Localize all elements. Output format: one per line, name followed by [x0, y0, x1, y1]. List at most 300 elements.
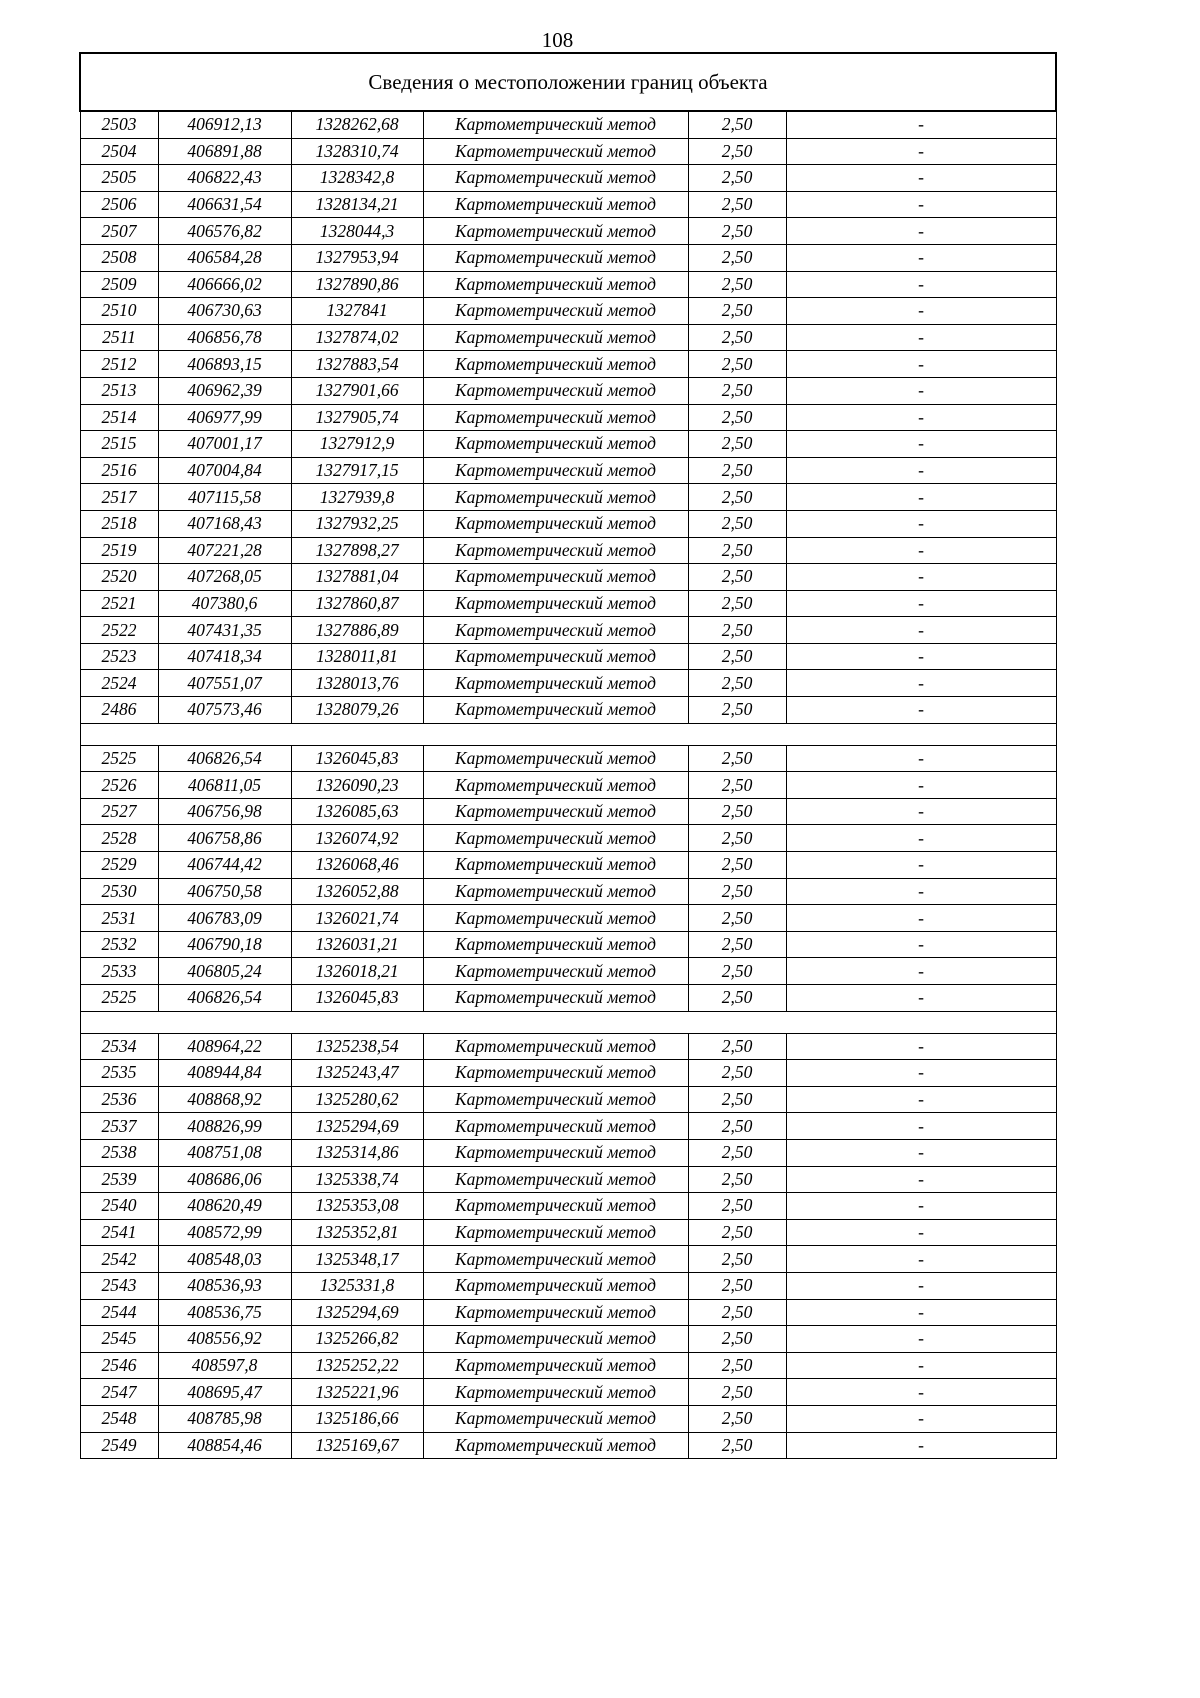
y-coordinate-cell: 1325353,08 — [291, 1193, 423, 1220]
description-cell: - — [786, 271, 1056, 298]
y-coordinate-cell: 1325331,8 — [291, 1272, 423, 1299]
table-row — [80, 271, 1056, 298]
table-row — [80, 878, 1056, 905]
x-coordinate-cell: 407221,28 — [158, 537, 291, 564]
description-cell: - — [786, 1113, 1056, 1140]
x-coordinate-cell: 406750,58 — [158, 878, 291, 905]
accuracy-cell: 2,50 — [688, 138, 786, 165]
description-cell: - — [786, 1219, 1056, 1246]
accuracy-cell: 2,50 — [688, 852, 786, 879]
point-number-cell: 2510 — [80, 298, 158, 325]
table-row — [80, 798, 1056, 825]
y-coordinate-cell: 1328310,74 — [291, 138, 423, 165]
table-row — [80, 825, 1056, 852]
point-number-cell: 2538 — [80, 1139, 158, 1166]
description-cell: - — [786, 537, 1056, 564]
method-cell: Картометрический метод — [423, 510, 688, 537]
accuracy-cell: 2,50 — [688, 1299, 786, 1326]
group-separator-cell — [80, 723, 1056, 745]
table-row — [80, 244, 1056, 271]
point-number-cell: 2523 — [80, 643, 158, 670]
accuracy-cell: 2,50 — [688, 798, 786, 825]
accuracy-cell: 2,50 — [688, 1113, 786, 1140]
table-row — [80, 1193, 1056, 1220]
accuracy-cell: 2,50 — [688, 772, 786, 799]
method-cell: Картометрический метод — [423, 590, 688, 617]
description-cell: - — [786, 798, 1056, 825]
y-coordinate-cell: 1326074,92 — [291, 825, 423, 852]
accuracy-cell: 2,50 — [688, 1432, 786, 1459]
method-cell: Картометрический метод — [423, 1352, 688, 1379]
y-coordinate-cell: 1327886,89 — [291, 617, 423, 644]
x-coordinate-cell: 407268,05 — [158, 564, 291, 591]
table-row — [80, 1326, 1056, 1353]
point-number-cell: 2539 — [80, 1166, 158, 1193]
x-coordinate-cell: 406891,88 — [158, 138, 291, 165]
y-coordinate-cell: 1326068,46 — [291, 852, 423, 879]
table-row — [80, 617, 1056, 644]
accuracy-cell: 2,50 — [688, 1166, 786, 1193]
group-separator-row — [80, 723, 1056, 745]
y-coordinate-cell: 1326090,23 — [291, 772, 423, 799]
accuracy-cell: 2,50 — [688, 745, 786, 772]
x-coordinate-cell: 407418,34 — [158, 643, 291, 670]
method-cell: Картометрический метод — [423, 1326, 688, 1353]
method-cell: Картометрический метод — [423, 1033, 688, 1060]
method-cell: Картометрический метод — [423, 643, 688, 670]
description-cell: - — [786, 404, 1056, 431]
point-number-cell: 2525 — [80, 745, 158, 772]
method-cell: Картометрический метод — [423, 351, 688, 378]
description-cell: - — [786, 564, 1056, 591]
method-cell: Картометрический метод — [423, 244, 688, 271]
accuracy-cell: 2,50 — [688, 905, 786, 932]
method-cell: Картометрический метод — [423, 324, 688, 351]
x-coordinate-cell: 406730,63 — [158, 298, 291, 325]
table-row — [80, 852, 1056, 879]
point-number-cell: 2504 — [80, 138, 158, 165]
y-coordinate-cell: 1327953,94 — [291, 244, 423, 271]
description-cell: - — [786, 431, 1056, 458]
point-number-cell: 2545 — [80, 1326, 158, 1353]
method-cell: Картометрический метод — [423, 1086, 688, 1113]
table-row — [80, 564, 1056, 591]
point-number-cell: 2540 — [80, 1193, 158, 1220]
description-cell: - — [786, 670, 1056, 697]
point-number-cell: 2506 — [80, 191, 158, 218]
table-row — [80, 1432, 1056, 1459]
description-cell: - — [786, 643, 1056, 670]
point-number-cell: 2516 — [80, 457, 158, 484]
x-coordinate-cell: 406744,42 — [158, 852, 291, 879]
table-row — [80, 165, 1056, 192]
x-coordinate-cell: 408785,98 — [158, 1405, 291, 1432]
table-row — [80, 1166, 1056, 1193]
y-coordinate-cell: 1327932,25 — [291, 510, 423, 537]
method-cell: Картометрический метод — [423, 772, 688, 799]
accuracy-cell: 2,50 — [688, 324, 786, 351]
accuracy-cell: 2,50 — [688, 1246, 786, 1273]
accuracy-cell: 2,50 — [688, 244, 786, 271]
accuracy-cell: 2,50 — [688, 1060, 786, 1087]
description-cell: - — [786, 377, 1056, 404]
x-coordinate-cell: 406826,54 — [158, 745, 291, 772]
description-cell: - — [786, 878, 1056, 905]
y-coordinate-cell: 1325294,69 — [291, 1113, 423, 1140]
table-row — [80, 985, 1056, 1012]
table-row — [80, 643, 1056, 670]
method-cell: Картометрический метод — [423, 377, 688, 404]
method-cell: Картометрический метод — [423, 617, 688, 644]
method-cell: Картометрический метод — [423, 564, 688, 591]
accuracy-cell: 2,50 — [688, 878, 786, 905]
description-cell: - — [786, 484, 1056, 511]
y-coordinate-cell: 1326031,21 — [291, 931, 423, 958]
accuracy-cell: 2,50 — [688, 271, 786, 298]
method-cell: Картометрический метод — [423, 271, 688, 298]
table-row — [80, 484, 1056, 511]
description-cell: - — [786, 590, 1056, 617]
accuracy-cell: 2,50 — [688, 537, 786, 564]
accuracy-cell: 2,50 — [688, 931, 786, 958]
x-coordinate-cell: 406893,15 — [158, 351, 291, 378]
method-cell: Картометрический метод — [423, 1113, 688, 1140]
point-number-cell: 2525 — [80, 985, 158, 1012]
y-coordinate-cell: 1327890,86 — [291, 271, 423, 298]
table-row — [80, 1379, 1056, 1406]
method-cell: Картометрический метод — [423, 985, 688, 1012]
method-cell: Картометрический метод — [423, 484, 688, 511]
y-coordinate-cell: 1328342,8 — [291, 165, 423, 192]
x-coordinate-cell: 408597,8 — [158, 1352, 291, 1379]
accuracy-cell: 2,50 — [688, 617, 786, 644]
method-cell: Картометрический метод — [423, 745, 688, 772]
x-coordinate-cell: 408556,92 — [158, 1326, 291, 1353]
table-row — [80, 1299, 1056, 1326]
table-body — [80, 111, 1056, 1459]
description-cell: - — [786, 1326, 1056, 1353]
point-number-cell: 2533 — [80, 958, 158, 985]
group-separator-row — [80, 1011, 1056, 1033]
table-row — [80, 111, 1056, 138]
method-cell: Картометрический метод — [423, 670, 688, 697]
accuracy-cell: 2,50 — [688, 643, 786, 670]
x-coordinate-cell: 408572,99 — [158, 1219, 291, 1246]
point-number-cell: 2541 — [80, 1219, 158, 1246]
point-number-cell: 2528 — [80, 825, 158, 852]
y-coordinate-cell: 1326045,83 — [291, 985, 423, 1012]
description-cell: - — [786, 931, 1056, 958]
accuracy-cell: 2,50 — [688, 1219, 786, 1246]
table-row — [80, 905, 1056, 932]
point-number-cell: 2517 — [80, 484, 158, 511]
x-coordinate-cell: 408868,92 — [158, 1086, 291, 1113]
y-coordinate-cell: 1326052,88 — [291, 878, 423, 905]
description-cell: - — [786, 1166, 1056, 1193]
y-coordinate-cell: 1325186,66 — [291, 1405, 423, 1432]
method-cell: Картометрический метод — [423, 958, 688, 985]
point-number-cell: 2535 — [80, 1060, 158, 1087]
y-coordinate-cell: 1325338,74 — [291, 1166, 423, 1193]
x-coordinate-cell: 406822,43 — [158, 165, 291, 192]
accuracy-cell: 2,50 — [688, 564, 786, 591]
accuracy-cell: 2,50 — [688, 1405, 786, 1432]
accuracy-cell: 2,50 — [688, 431, 786, 458]
point-number-cell: 2547 — [80, 1379, 158, 1406]
table-row — [80, 1272, 1056, 1299]
method-cell: Картометрический метод — [423, 457, 688, 484]
x-coordinate-cell: 408826,99 — [158, 1113, 291, 1140]
x-coordinate-cell: 408548,03 — [158, 1246, 291, 1273]
x-coordinate-cell: 408964,22 — [158, 1033, 291, 1060]
x-coordinate-cell: 406756,98 — [158, 798, 291, 825]
table-row — [80, 218, 1056, 245]
x-coordinate-cell: 407551,07 — [158, 670, 291, 697]
x-coordinate-cell: 407431,35 — [158, 617, 291, 644]
table-row — [80, 298, 1056, 325]
y-coordinate-cell: 1326085,63 — [291, 798, 423, 825]
y-coordinate-cell: 1328134,21 — [291, 191, 423, 218]
point-number-cell: 2509 — [80, 271, 158, 298]
description-cell: - — [786, 1379, 1056, 1406]
y-coordinate-cell: 1325280,62 — [291, 1086, 423, 1113]
method-cell: Картометрический метод — [423, 1432, 688, 1459]
x-coordinate-cell: 407001,17 — [158, 431, 291, 458]
table-row — [80, 1033, 1056, 1060]
description-cell: - — [786, 1299, 1056, 1326]
description-cell: - — [786, 617, 1056, 644]
x-coordinate-cell: 406826,54 — [158, 985, 291, 1012]
method-cell: Картометрический метод — [423, 298, 688, 325]
description-cell: - — [786, 218, 1056, 245]
accuracy-cell: 2,50 — [688, 1352, 786, 1379]
x-coordinate-cell: 406912,13 — [158, 111, 291, 138]
description-cell: - — [786, 510, 1056, 537]
y-coordinate-cell: 1327917,15 — [291, 457, 423, 484]
description-cell: - — [786, 1086, 1056, 1113]
point-number-cell: 2548 — [80, 1405, 158, 1432]
page-number: 108 — [541, 28, 574, 52]
accuracy-cell: 2,50 — [688, 590, 786, 617]
y-coordinate-cell: 1326018,21 — [291, 958, 423, 985]
description-cell: - — [786, 1246, 1056, 1273]
table-row — [80, 745, 1056, 772]
point-number-cell: 2503 — [80, 111, 158, 138]
x-coordinate-cell: 408536,93 — [158, 1272, 291, 1299]
method-cell: Картометрический метод — [423, 1272, 688, 1299]
description-cell: - — [786, 1139, 1056, 1166]
point-number-cell: 2507 — [80, 218, 158, 245]
y-coordinate-cell: 1327939,8 — [291, 484, 423, 511]
point-number-cell: 2527 — [80, 798, 158, 825]
table-row — [80, 1246, 1056, 1273]
boundary-coordinates-table — [79, 52, 1057, 1459]
table-row — [80, 191, 1056, 218]
table-row — [80, 1113, 1056, 1140]
x-coordinate-cell: 406977,99 — [158, 404, 291, 431]
method-cell: Картометрический метод — [423, 1166, 688, 1193]
accuracy-cell: 2,50 — [688, 218, 786, 245]
table-row — [80, 670, 1056, 697]
method-cell: Картометрический метод — [423, 1379, 688, 1406]
accuracy-cell: 2,50 — [688, 1272, 786, 1299]
x-coordinate-cell: 406962,39 — [158, 377, 291, 404]
description-cell: - — [786, 111, 1056, 138]
table-row — [80, 697, 1056, 724]
description-cell: - — [786, 745, 1056, 772]
x-coordinate-cell: 406783,09 — [158, 905, 291, 932]
y-coordinate-cell: 1328011,81 — [291, 643, 423, 670]
y-coordinate-cell: 1327860,87 — [291, 590, 423, 617]
accuracy-cell: 2,50 — [688, 191, 786, 218]
point-number-cell: 2519 — [80, 537, 158, 564]
x-coordinate-cell: 408686,06 — [158, 1166, 291, 1193]
accuracy-cell: 2,50 — [688, 1193, 786, 1220]
point-number-cell: 2537 — [80, 1113, 158, 1140]
x-coordinate-cell: 407380,6 — [158, 590, 291, 617]
point-number-cell: 2543 — [80, 1272, 158, 1299]
table-row — [80, 1060, 1056, 1087]
description-cell: - — [786, 165, 1056, 192]
point-number-cell: 2532 — [80, 931, 158, 958]
point-number-cell: 2531 — [80, 905, 158, 932]
x-coordinate-cell: 407004,84 — [158, 457, 291, 484]
description-cell: - — [786, 191, 1056, 218]
table-row — [80, 138, 1056, 165]
accuracy-cell: 2,50 — [688, 1139, 786, 1166]
accuracy-cell: 2,50 — [688, 351, 786, 378]
table-row — [80, 431, 1056, 458]
point-number-cell: 2520 — [80, 564, 158, 591]
accuracy-cell: 2,50 — [688, 825, 786, 852]
description-cell: - — [786, 697, 1056, 724]
method-cell: Картометрический метод — [423, 165, 688, 192]
y-coordinate-cell: 1327841 — [291, 298, 423, 325]
method-cell: Картометрический метод — [423, 878, 688, 905]
y-coordinate-cell: 1328044,3 — [291, 218, 423, 245]
table-row — [80, 772, 1056, 799]
x-coordinate-cell: 408944,84 — [158, 1060, 291, 1087]
accuracy-cell: 2,50 — [688, 697, 786, 724]
accuracy-cell: 2,50 — [688, 670, 786, 697]
y-coordinate-cell: 1325243,47 — [291, 1060, 423, 1087]
y-coordinate-cell: 1327898,27 — [291, 537, 423, 564]
point-number-cell: 2522 — [80, 617, 158, 644]
description-cell: - — [786, 298, 1056, 325]
point-number-cell: 2486 — [80, 697, 158, 724]
point-number-cell: 2515 — [80, 431, 158, 458]
group-separator-cell — [80, 1011, 1056, 1033]
method-cell: Картометрический метод — [423, 1405, 688, 1432]
accuracy-cell: 2,50 — [688, 457, 786, 484]
method-cell: Картометрический метод — [423, 1299, 688, 1326]
table-title: Сведения о местоположении границ объекта — [80, 53, 1056, 111]
x-coordinate-cell: 407168,43 — [158, 510, 291, 537]
point-number-cell: 2546 — [80, 1352, 158, 1379]
y-coordinate-cell: 1328079,26 — [291, 697, 423, 724]
x-coordinate-cell: 406584,28 — [158, 244, 291, 271]
description-cell: - — [786, 1405, 1056, 1432]
accuracy-cell: 2,50 — [688, 958, 786, 985]
method-cell: Картометрический метод — [423, 905, 688, 932]
description-cell: - — [786, 1272, 1056, 1299]
point-number-cell: 2514 — [80, 404, 158, 431]
method-cell: Картометрический метод — [423, 1060, 688, 1087]
description-cell: - — [786, 772, 1056, 799]
description-cell: - — [786, 825, 1056, 852]
accuracy-cell: 2,50 — [688, 985, 786, 1012]
point-number-cell: 2549 — [80, 1432, 158, 1459]
x-coordinate-cell: 406666,02 — [158, 271, 291, 298]
method-cell: Картометрический метод — [423, 191, 688, 218]
x-coordinate-cell: 407115,58 — [158, 484, 291, 511]
table-row — [80, 537, 1056, 564]
method-cell: Картометрический метод — [423, 1219, 688, 1246]
method-cell: Картометрический метод — [423, 825, 688, 852]
accuracy-cell: 2,50 — [688, 1326, 786, 1353]
accuracy-cell: 2,50 — [688, 404, 786, 431]
point-number-cell: 2508 — [80, 244, 158, 271]
y-coordinate-cell: 1325238,54 — [291, 1033, 423, 1060]
accuracy-cell: 2,50 — [688, 298, 786, 325]
x-coordinate-cell: 408536,75 — [158, 1299, 291, 1326]
description-cell: - — [786, 985, 1056, 1012]
method-cell: Картометрический метод — [423, 798, 688, 825]
description-cell: - — [786, 351, 1056, 378]
point-number-cell: 2524 — [80, 670, 158, 697]
table-row — [80, 324, 1056, 351]
point-number-cell: 2529 — [80, 852, 158, 879]
method-cell: Картометрический метод — [423, 138, 688, 165]
y-coordinate-cell: 1325266,82 — [291, 1326, 423, 1353]
point-number-cell: 2534 — [80, 1033, 158, 1060]
y-coordinate-cell: 1328013,76 — [291, 670, 423, 697]
point-number-cell: 2521 — [80, 590, 158, 617]
table-row — [80, 457, 1056, 484]
y-coordinate-cell: 1325252,22 — [291, 1352, 423, 1379]
accuracy-cell: 2,50 — [688, 377, 786, 404]
y-coordinate-cell: 1327883,54 — [291, 351, 423, 378]
point-number-cell: 2505 — [80, 165, 158, 192]
x-coordinate-cell: 406576,82 — [158, 218, 291, 245]
x-coordinate-cell: 408854,46 — [158, 1432, 291, 1459]
description-cell: - — [786, 852, 1056, 879]
description-cell: - — [786, 324, 1056, 351]
y-coordinate-cell: 1325314,86 — [291, 1139, 423, 1166]
description-cell: - — [786, 1033, 1056, 1060]
method-cell: Картометрический метод — [423, 537, 688, 564]
table-row — [80, 1086, 1056, 1113]
table-row — [80, 931, 1056, 958]
method-cell: Картометрический метод — [423, 1139, 688, 1166]
y-coordinate-cell: 1325221,96 — [291, 1379, 423, 1406]
description-cell: - — [786, 1352, 1056, 1379]
x-coordinate-cell: 408751,08 — [158, 1139, 291, 1166]
y-coordinate-cell: 1326045,83 — [291, 745, 423, 772]
description-cell: - — [786, 1060, 1056, 1087]
table-row — [80, 1219, 1056, 1246]
y-coordinate-cell: 1327905,74 — [291, 404, 423, 431]
accuracy-cell: 2,50 — [688, 165, 786, 192]
accuracy-cell: 2,50 — [688, 1086, 786, 1113]
table-row — [80, 1139, 1056, 1166]
y-coordinate-cell: 1326021,74 — [291, 905, 423, 932]
x-coordinate-cell: 406758,86 — [158, 825, 291, 852]
method-cell: Картометрический метод — [423, 111, 688, 138]
accuracy-cell: 2,50 — [688, 111, 786, 138]
y-coordinate-cell: 1327881,04 — [291, 564, 423, 591]
x-coordinate-cell: 406856,78 — [158, 324, 291, 351]
